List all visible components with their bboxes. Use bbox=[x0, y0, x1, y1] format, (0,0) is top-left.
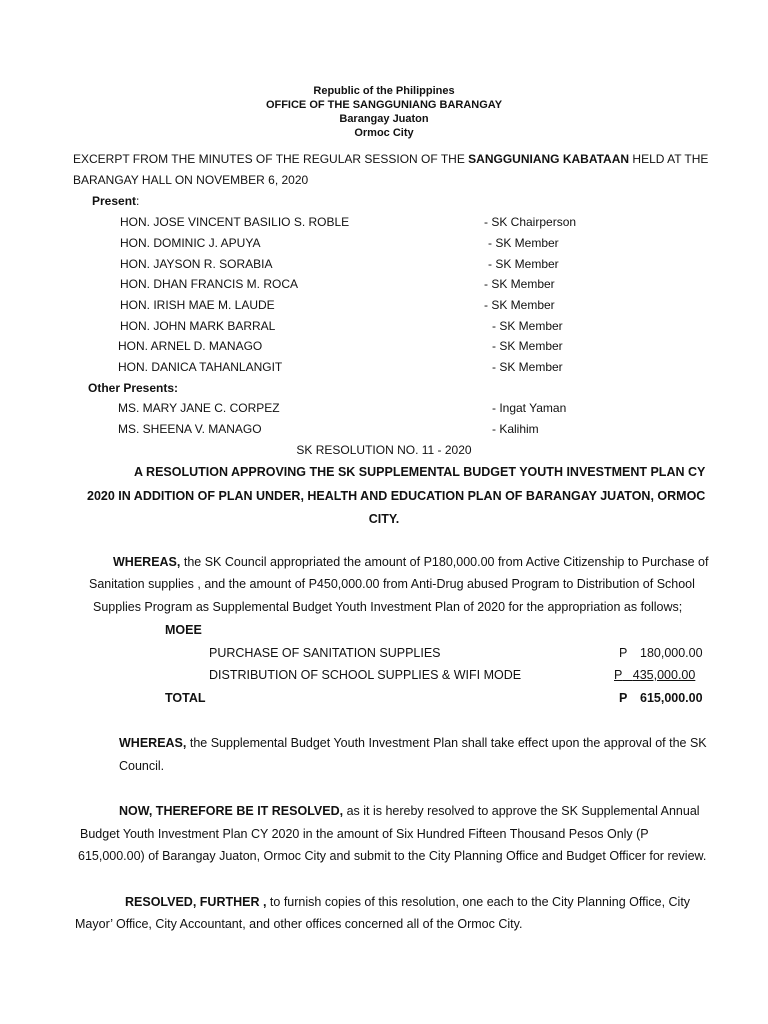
attendee-name: HON. IRISH MAE M. LAUDE bbox=[120, 298, 275, 312]
further-line-1 bbox=[125, 891, 690, 913]
attendee-name: HON. ARNEL D. MANAGO bbox=[118, 339, 263, 353]
budget-item-amount: 435,000.00 bbox=[632, 668, 696, 682]
budget-item-currency: P bbox=[619, 646, 628, 660]
budget-category: MOEE bbox=[165, 623, 202, 637]
attendee-name: HON. JOHN MARK BARRAL bbox=[120, 319, 276, 333]
resolution-title-line-3: CITY. bbox=[368, 512, 400, 526]
header-republic: Republic of the Philippines bbox=[313, 85, 455, 97]
excerpt-text: EXCERPT FROM THE MINUTES OF THE REGULAR SESSION OF THE bbox=[73, 152, 469, 166]
budget-total-amount: 615,000.00 bbox=[640, 691, 703, 705]
resolution-title-line-1: A RESOLUTION APPROVING THE SK SUPPLEMENTAL BUDGET YOUTH INVESTMENT PLAN CY bbox=[134, 465, 706, 479]
budget-item-label: DISTRIBUTION OF SCHOOL SUPPLIES & WIFI MODE bbox=[209, 668, 522, 682]
excerpt-sk-name: SANGGUNIANG KABATAAN bbox=[468, 152, 630, 166]
budget-item-amount: 180,000.00 bbox=[640, 646, 703, 660]
header-barangay: Barangay Juaton bbox=[339, 113, 429, 125]
other-presents-heading: Other Presents: bbox=[88, 381, 179, 395]
attendee-role: - SK Member bbox=[492, 339, 563, 353]
whereas-1-line-3: Supplies Program as Supplemental Budget Youth Investment Plan of 2020 for the appropriation as follows; bbox=[93, 600, 683, 614]
resolved-keyword: NOW, THEREFORE BE IT RESOLVED, bbox=[119, 804, 344, 818]
present-label: Present bbox=[92, 194, 137, 208]
budget-item-label: PURCHASE OF SANITATION SUPPLIES bbox=[209, 646, 441, 660]
header-office: OFFICE OF THE SANGGUNIANG BARANGAY bbox=[265, 99, 503, 111]
further-keyword: RESOLVED, FURTHER , bbox=[125, 895, 267, 909]
attendee-role: - SK Member bbox=[488, 236, 559, 250]
attendee-role: - SK Member bbox=[492, 319, 563, 333]
other-attendee-role: - Ingat Yaman bbox=[492, 401, 567, 415]
resolved-text: as it is hereby resolved to approve the SK Supplemental Annual bbox=[343, 804, 700, 818]
budget-item-amount-underlined bbox=[614, 664, 695, 686]
attendee-name: HON. JOSE VINCENT BASILIO S. ROBLE bbox=[120, 215, 350, 229]
further-line-2: Mayor’ Office, City Accountant, and other offices concerned all of the Ormoc City. bbox=[75, 917, 523, 931]
excerpt-line-1 bbox=[73, 151, 708, 167]
resolved-line-3: 615,000.00) of Barangay Juaton, Ormoc City and submit to the City Planning Office and Budget Officer for review. bbox=[78, 849, 707, 863]
attendee-role: - SK Member bbox=[484, 298, 555, 312]
present-colon: : bbox=[136, 194, 140, 208]
present-heading bbox=[92, 193, 139, 209]
attendee-name: HON. DOMINIC J. APUYA bbox=[120, 236, 261, 250]
attendee-name: HON. DANICA TAHANLANGIT bbox=[118, 360, 283, 374]
whereas-1-line-1 bbox=[113, 551, 708, 573]
budget-item-currency: P bbox=[614, 668, 623, 682]
resolution-title-line-2: 2020 IN ADDITION OF PLAN UNDER, HEALTH AND EDUCATION PLAN OF BARANGAY JUATON, ORMOC bbox=[87, 489, 706, 503]
excerpt-text-end: HELD AT THE bbox=[629, 152, 709, 166]
excerpt-line-2: BARANGAY HALL ON NOVEMBER 6, 2020 bbox=[73, 173, 309, 187]
attendee-role: - SK Member bbox=[488, 257, 559, 271]
attendee-role: - SK Chairperson bbox=[484, 215, 577, 229]
resolved-line-1 bbox=[119, 800, 700, 822]
whereas-2-text: the Supplemental Budget Youth Investment Plan shall take effect upon the approval of the SK bbox=[186, 736, 707, 750]
budget-total-currency: P bbox=[619, 691, 628, 705]
whereas-2-keyword: WHEREAS, bbox=[119, 736, 187, 750]
attendee-role: - SK Member bbox=[484, 277, 555, 291]
other-attendee-name: MS. MARY JANE C. CORPEZ bbox=[118, 401, 280, 415]
other-attendee-name: MS. SHEENA V. MANAGO bbox=[118, 422, 262, 436]
resolved-line-2: Budget Youth Investment Plan CY 2020 in the amount of Six Hundred Fifteen Thousand Pesos Only (P bbox=[80, 827, 649, 841]
resolution-number: SK RESOLUTION NO. 11 - 2020 bbox=[296, 443, 472, 457]
budget-total-label: TOTAL bbox=[165, 691, 206, 705]
attendee-name: HON. DHAN FRANCIS M. ROCA bbox=[120, 277, 299, 291]
attendee-name: HON. JAYSON R. SORABIA bbox=[120, 257, 273, 271]
attendee-role: - SK Member bbox=[492, 360, 563, 374]
whereas-1-keyword: WHEREAS, bbox=[113, 555, 181, 569]
further-text: to furnish copies of this resolution, one each to the City Planning Office, City bbox=[266, 895, 691, 909]
whereas-1-line-2: Sanitation supplies , and the amount of P450,000.00 from Anti-Drug abused Program to Distribution of School bbox=[89, 577, 695, 591]
other-attendee-role: - Kalihim bbox=[492, 422, 539, 436]
whereas-2-line-1 bbox=[119, 732, 707, 754]
whereas-1-text: the SK Council appropriated the amount of P180,000.00 from Active Citizenship to Purchase of bbox=[180, 555, 709, 569]
header-city: Ormoc City bbox=[354, 127, 414, 139]
whereas-2-line-2: Council. bbox=[119, 759, 165, 773]
